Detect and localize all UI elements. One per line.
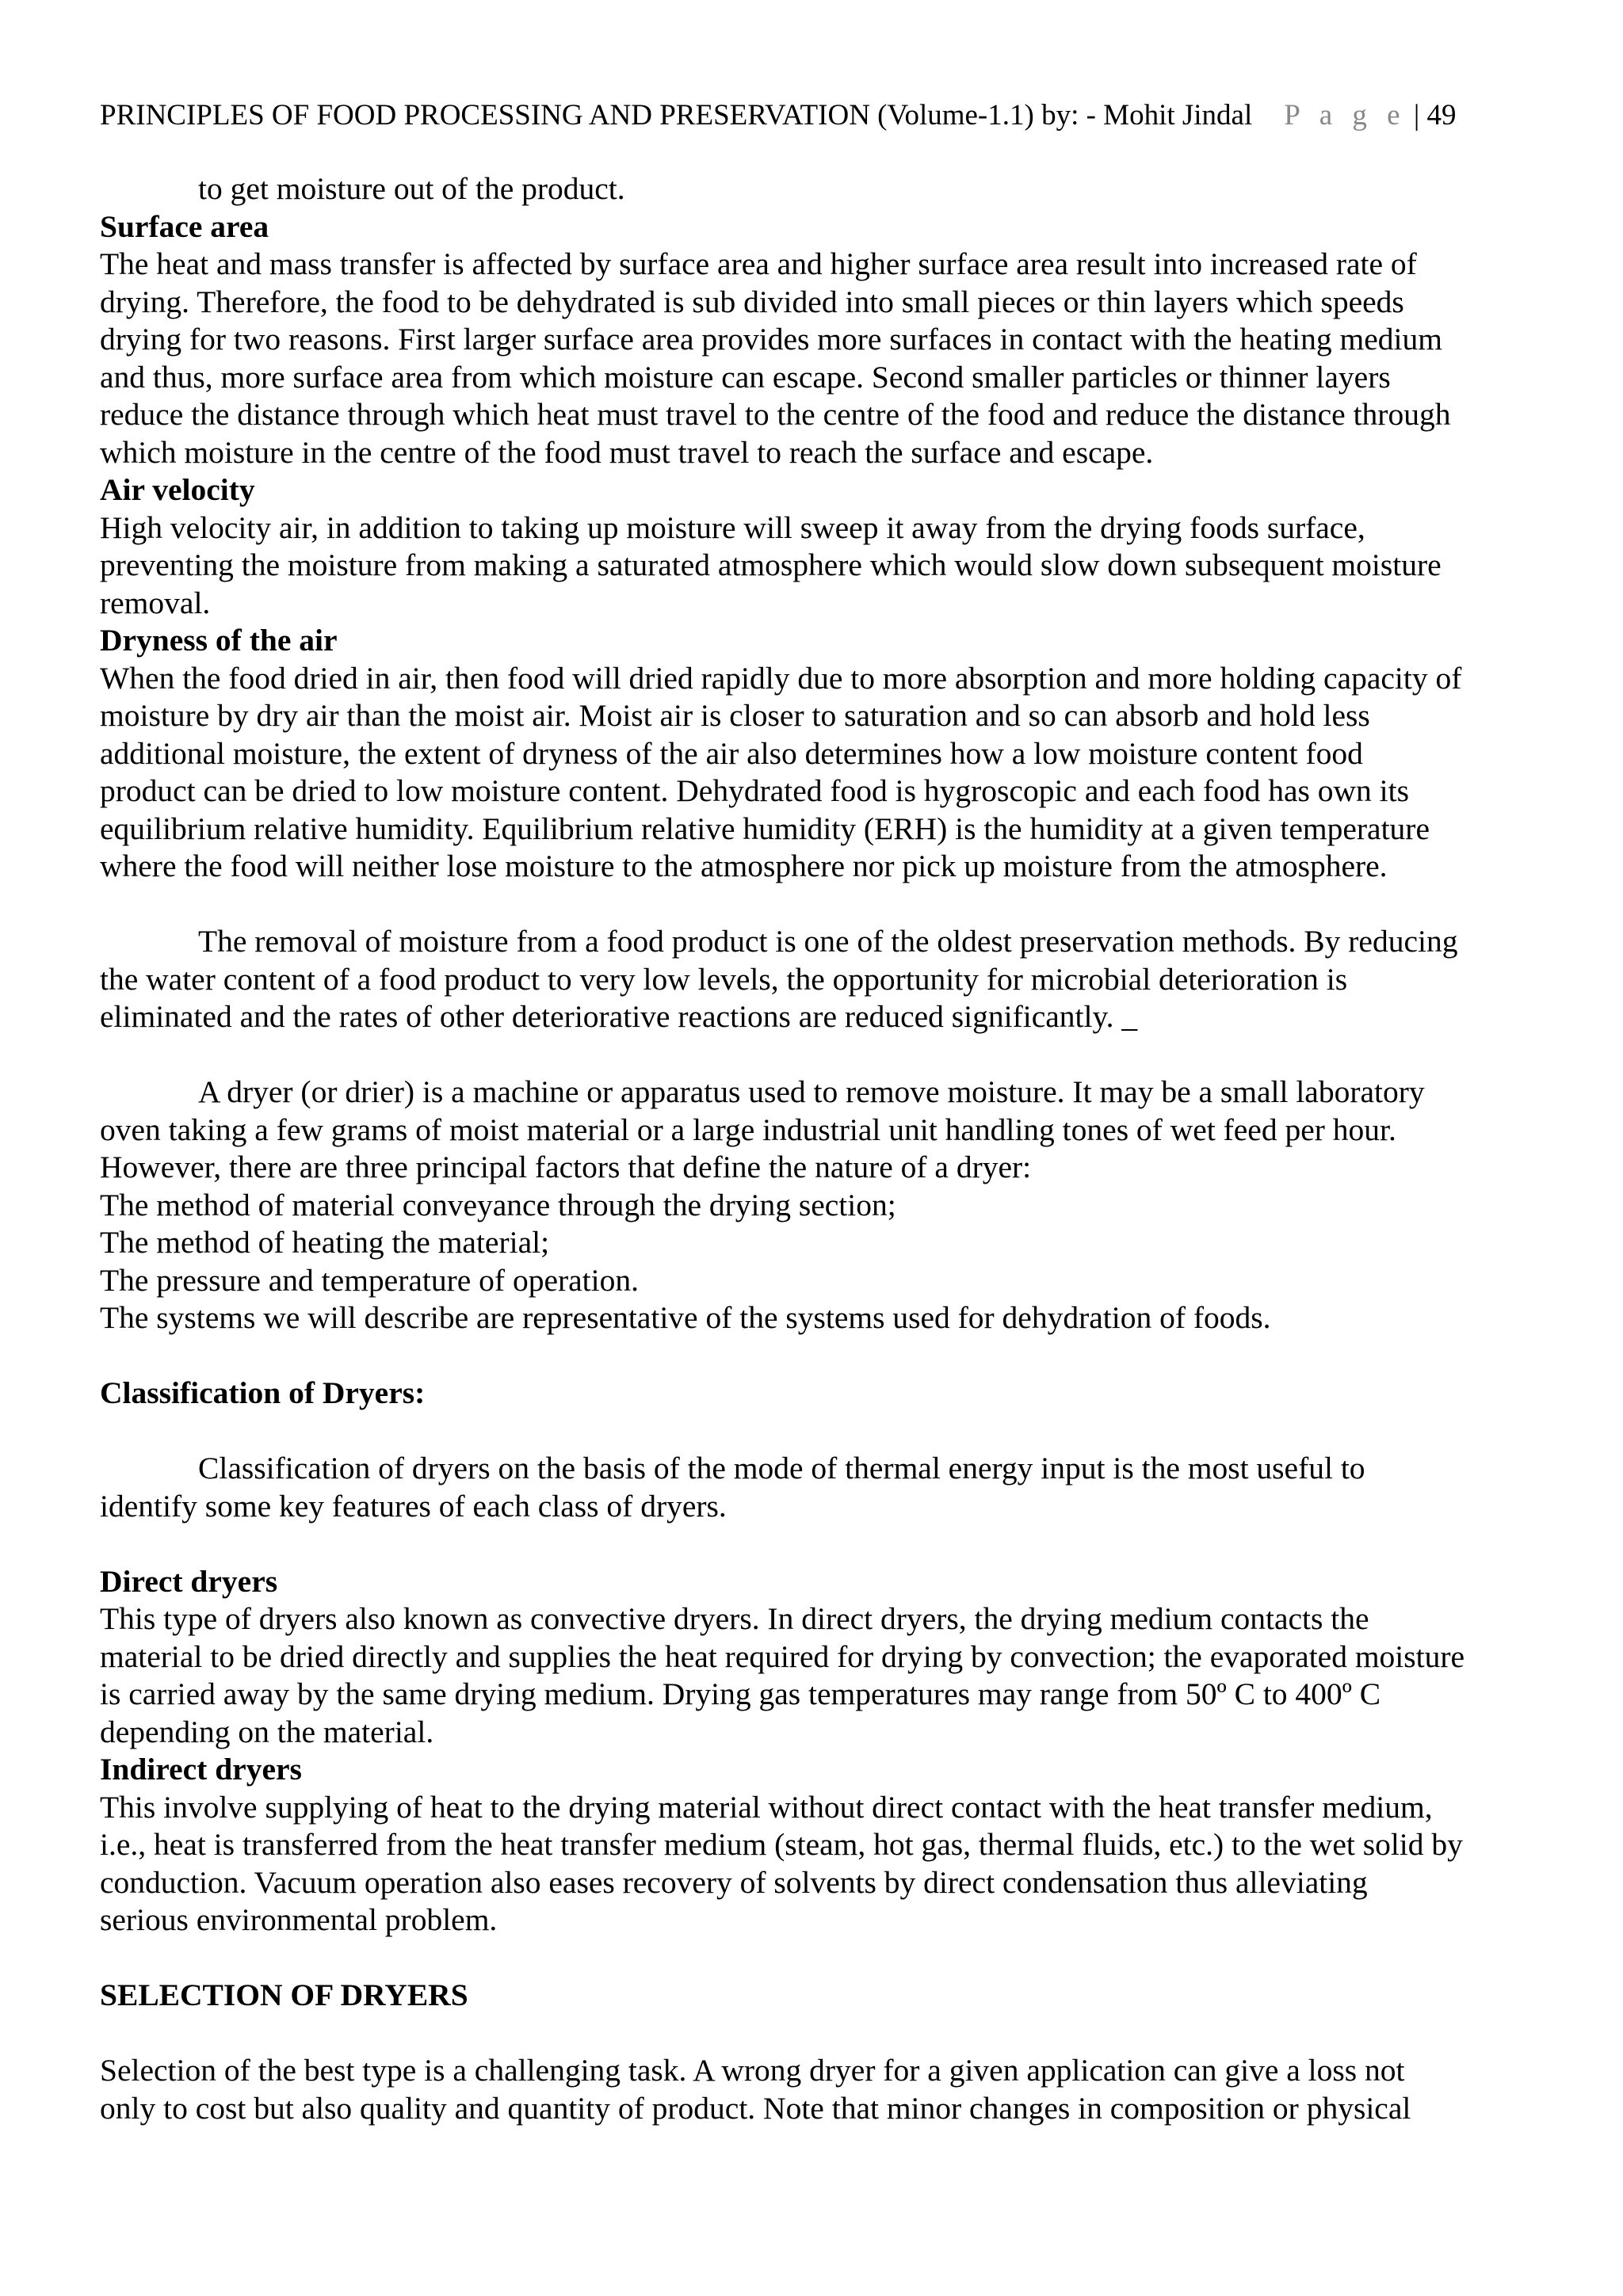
heading-air-velocity: Air velocity — [100, 472, 255, 507]
paragraph-line: conduction. Vacuum operation also eases recovery of solvents by direct condensation thus alleviating — [100, 1864, 1368, 1900]
paragraph-line: The removal of moisture from a food product is one of the oldest preservation methods. By reducing — [198, 924, 1458, 959]
header-page-number: | 49 — [1413, 99, 1457, 132]
document-body — [100, 170, 1542, 2127]
paragraph-line: The systems we will describe are representative of the systems used for dehydration of foods. — [100, 1300, 1271, 1335]
heading-indirect-dryers: Indirect dryers — [100, 1752, 302, 1787]
spacer — [100, 1036, 1542, 1074]
paragraph-line: Classification of dryers on the basis of the mode of thermal energy input is the most useful to — [198, 1451, 1365, 1486]
paragraph-line: oven taking a few grams of moist material or a large industrial unit handling tones of wet feed per hour. — [100, 1112, 1396, 1147]
spacer — [100, 2015, 1542, 2053]
header-title: PRINCIPLES OF FOOD PROCESSING AND PRESERVATION (Volume-1.1) by: - Mohit Jindal — [100, 99, 1253, 132]
paragraph-line: preventing the moisture from making a saturated atmosphere which would slow down subsequent moisture — [100, 547, 1442, 582]
paragraph-line: which moisture in the centre of the food must travel to reach the surface and escape. — [100, 434, 1154, 470]
spacer — [100, 1413, 1542, 1451]
paragraph-line: Selection of the best type is a challenging task. A wrong dryer for a given application can give a loss not — [100, 2053, 1405, 2088]
spacer — [100, 1525, 1542, 1563]
paragraph-line: and thus, more surface area from which moisture can escape. Second smaller particles or thinner layers — [100, 359, 1391, 395]
heading-selection-of-dryers: SELECTION OF DRYERS — [100, 1978, 468, 2012]
paragraph-line: The heat and mass transfer is affected by surface area and higher surface area result into increased rate of — [100, 246, 1417, 281]
paragraph-line: removal. — [100, 585, 211, 620]
paragraph-line: drying for two reasons. First larger surface area provides more surfaces in contact with the heating medium — [100, 322, 1442, 357]
paragraph-line: identify some key features of each class of dryers. — [100, 1488, 727, 1524]
header-page-word: P a g e — [1284, 99, 1407, 132]
paragraph-line: drying. Therefore, the food to be dehydrated is sub divided into small pieces or thin layers which speeds — [100, 284, 1404, 319]
paragraph-line: However, there are three principal factors that define the nature of a dryer: — [100, 1150, 1032, 1184]
paragraph-line: This type of dryers also known as convective dryers. In direct dryers, the drying medium contacts the — [100, 1601, 1369, 1636]
list-item: The method of material conveyance through the drying section; — [100, 1187, 896, 1222]
paragraph-line: i.e., heat is transferred from the heat transfer medium (steam, hot gas, thermal fluids, etc.) to the wet solid by — [100, 1827, 1463, 1862]
paragraph-line: depending on the material. — [100, 1714, 434, 1749]
paragraph-line: product can be dried to low moisture content. Dehydrated food is hygroscopic and each food has own its — [100, 773, 1409, 808]
paragraph-line: This involve supplying of heat to the drying material without direct contact with the heat transfer medium, — [100, 1789, 1433, 1825]
list-item: The method of heating the material; — [100, 1225, 550, 1260]
list-item: The pressure and temperature of operation. — [100, 1262, 639, 1298]
paragraph-line: A dryer (or drier) is a machine or apparatus used to remove moisture. It may be a small laboratory — [198, 1074, 1425, 1109]
heading-dryness-of-air: Dryness of the air — [100, 623, 338, 658]
paragraph-line: When the food dried in air, then food will dried rapidly due to more absorption and more holding capacity of — [100, 660, 1462, 696]
heading-classification: Classification of Dryers: — [100, 1375, 426, 1410]
spacer — [100, 1939, 1542, 1978]
paragraph-line: reduce the distance through which heat must travel to the centre of the food and reduce the distance through — [100, 397, 1451, 432]
page-header — [100, 98, 1457, 133]
paragraph-line: the water content of a food product to very low levels, the opportunity for microbial deterioration is — [100, 961, 1348, 997]
continuation-line: to get moisture out of the product. — [198, 171, 625, 206]
heading-direct-dryers: Direct dryers — [100, 1563, 278, 1599]
paragraph-line: material to be dried directly and supplies the heat required for drying by convection; the evaporated moisture — [100, 1638, 1465, 1674]
paragraph-line: eliminated and the rates of other deteriorative reactions are reduced significantly. _ — [100, 999, 1138, 1034]
paragraph-line: additional moisture, the extent of dryness of the air also determines how a low moisture content food — [100, 735, 1363, 771]
paragraph-line: only to cost but also quality and quantity of product. Note that minor changes in composition or physical — [100, 2090, 1411, 2126]
paragraph-line: serious environmental problem. — [100, 1902, 498, 1937]
heading-surface-area: Surface area — [100, 208, 269, 244]
spacer — [100, 886, 1542, 924]
paragraph-line: High velocity air, in addition to taking up moisture will sweep it away from the drying foods surface, — [100, 509, 1365, 545]
paragraph-line: is carried away by the same drying medium. Drying gas temperatures may range from 50º C to 400º C — [100, 1676, 1381, 1711]
paragraph-line: equilibrium relative humidity. Equilibrium relative humidity (ERH) is the humidity at a given temperature — [100, 810, 1430, 846]
paragraph-line: where the food will neither lose moisture to the atmosphere nor pick up moisture from the atmosphere. — [100, 849, 1388, 883]
spacer — [100, 1337, 1542, 1375]
paragraph-line: moisture by dry air than the moist air. Moist air is closer to saturation and so can absorb and hold less — [100, 698, 1370, 733]
